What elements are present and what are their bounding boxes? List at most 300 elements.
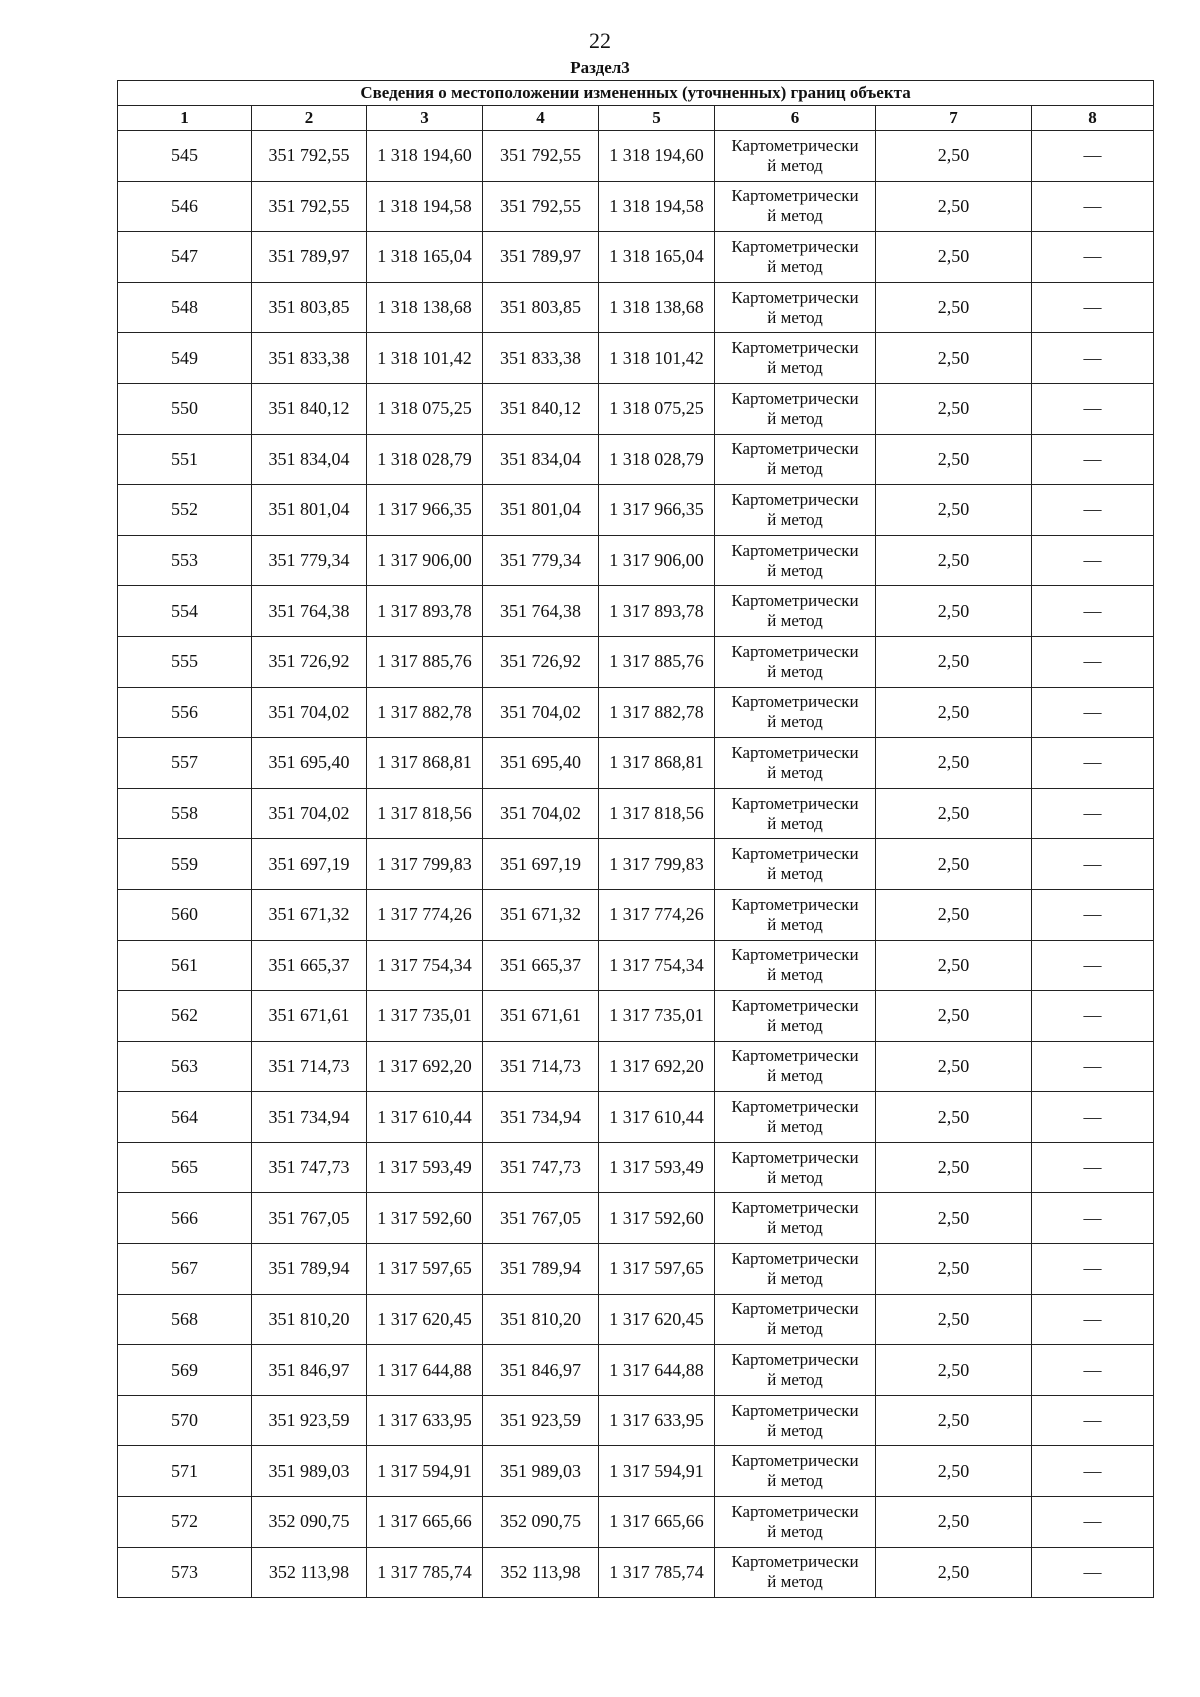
y-coordinate-cell: 1 318 138,68 [599, 282, 715, 333]
y-coordinate-cell: 1 317 799,83 [599, 839, 715, 890]
y-coordinate-cell: 1 317 610,44 [367, 1092, 483, 1143]
x-coordinate-cell: 351 846,97 [483, 1345, 599, 1396]
method-line-2: й метод [767, 1521, 823, 1541]
x-coordinate-cell: 351 834,04 [252, 434, 367, 485]
method-cell [715, 636, 876, 687]
y-coordinate-cell: 1 318 028,79 [367, 434, 483, 485]
x-coordinate-cell: 351 697,19 [252, 839, 367, 890]
method-line-2: й метод [767, 307, 823, 327]
method-line-2: й метод [767, 459, 823, 479]
method-line-1: Картометрически [731, 1248, 859, 1268]
x-coordinate-cell: 352 090,75 [483, 1497, 599, 1548]
x-coordinate-cell: 352 090,75 [252, 1497, 367, 1548]
x-coordinate-cell: 351 726,92 [483, 636, 599, 687]
accuracy-cell: 2,50 [876, 1244, 1032, 1295]
note-cell: — [1032, 687, 1154, 738]
method-cell [715, 485, 876, 536]
y-coordinate-cell: 1 317 620,45 [367, 1294, 483, 1345]
method-cell [715, 839, 876, 890]
method-line-1: Картометрически [731, 1400, 859, 1420]
y-coordinate-cell: 1 317 774,26 [599, 889, 715, 940]
method-line-2: й метод [767, 813, 823, 833]
boundary-table [117, 80, 1154, 1598]
y-coordinate-cell: 1 317 633,95 [367, 1395, 483, 1446]
table-row [118, 1497, 1154, 1548]
table-row [118, 1395, 1154, 1446]
y-coordinate-cell: 1 317 893,78 [367, 586, 483, 637]
x-coordinate-cell: 352 113,98 [483, 1547, 599, 1598]
method-cell [715, 1345, 876, 1396]
method-cell [715, 434, 876, 485]
x-coordinate-cell: 351 665,37 [483, 940, 599, 991]
note-cell: — [1032, 1092, 1154, 1143]
table-row [118, 687, 1154, 738]
point-number-cell: 565 [118, 1142, 252, 1193]
column-number: 3 [367, 106, 483, 131]
accuracy-cell: 2,50 [876, 1446, 1032, 1497]
column-number: 4 [483, 106, 599, 131]
accuracy-cell: 2,50 [876, 383, 1032, 434]
method-cell [715, 181, 876, 232]
method-line-2: й метод [767, 611, 823, 631]
method-cell [715, 788, 876, 839]
method-line-2: й метод [767, 1572, 823, 1592]
x-coordinate-cell: 351 697,19 [483, 839, 599, 890]
method-cell [715, 1142, 876, 1193]
table-caption: Сведения о местоположении измененных (уточненных) границ объекта [118, 81, 1154, 106]
y-coordinate-cell: 1 318 101,42 [599, 333, 715, 384]
accuracy-cell: 2,50 [876, 282, 1032, 333]
note-cell: — [1032, 586, 1154, 637]
y-coordinate-cell: 1 318 194,58 [599, 181, 715, 232]
method-line-1: Картометрически [731, 439, 859, 459]
x-coordinate-cell: 351 671,32 [252, 889, 367, 940]
accuracy-cell: 2,50 [876, 535, 1032, 586]
point-number-cell: 567 [118, 1244, 252, 1295]
method-line-1: Картометрически [731, 388, 859, 408]
method-line-2: й метод [767, 1117, 823, 1137]
point-number-cell: 554 [118, 586, 252, 637]
note-cell: — [1032, 1244, 1154, 1295]
point-number-cell: 569 [118, 1345, 252, 1396]
note-cell: — [1032, 485, 1154, 536]
x-coordinate-cell: 351 803,85 [483, 282, 599, 333]
table-row [118, 738, 1154, 789]
point-number-cell: 558 [118, 788, 252, 839]
method-cell [715, 1041, 876, 1092]
accuracy-cell: 2,50 [876, 1142, 1032, 1193]
y-coordinate-cell: 1 317 868,81 [367, 738, 483, 789]
x-coordinate-cell: 351 767,05 [483, 1193, 599, 1244]
note-cell: — [1032, 889, 1154, 940]
method-line-2: й метод [767, 1420, 823, 1440]
x-coordinate-cell: 351 803,85 [252, 282, 367, 333]
y-coordinate-cell: 1 317 735,01 [367, 991, 483, 1042]
point-number-cell: 572 [118, 1497, 252, 1548]
x-coordinate-cell: 351 734,94 [483, 1092, 599, 1143]
table-caption-row [118, 81, 1154, 106]
x-coordinate-cell: 351 923,59 [252, 1395, 367, 1446]
y-coordinate-cell: 1 317 593,49 [599, 1142, 715, 1193]
y-coordinate-cell: 1 317 785,74 [599, 1547, 715, 1598]
y-coordinate-cell: 1 317 597,65 [367, 1244, 483, 1295]
table-row [118, 485, 1154, 536]
note-cell: — [1032, 991, 1154, 1042]
x-coordinate-cell: 351 846,97 [252, 1345, 367, 1396]
method-line-2: й метод [767, 864, 823, 884]
x-coordinate-cell: 351 764,38 [252, 586, 367, 637]
table-row [118, 586, 1154, 637]
method-line-2: й метод [767, 1268, 823, 1288]
column-number: 5 [599, 106, 715, 131]
accuracy-cell: 2,50 [876, 940, 1032, 991]
table-row [118, 333, 1154, 384]
y-coordinate-cell: 1 318 194,60 [367, 131, 483, 182]
x-coordinate-cell: 351 792,55 [483, 131, 599, 182]
point-number-cell: 557 [118, 738, 252, 789]
point-number-cell: 571 [118, 1446, 252, 1497]
y-coordinate-cell: 1 317 906,00 [367, 535, 483, 586]
y-coordinate-cell: 1 317 610,44 [599, 1092, 715, 1143]
y-coordinate-cell: 1 317 592,60 [367, 1193, 483, 1244]
method-cell [715, 889, 876, 940]
method-line-2: й метод [767, 509, 823, 529]
note-cell: — [1032, 788, 1154, 839]
y-coordinate-cell: 1 317 692,20 [599, 1041, 715, 1092]
column-number: 1 [118, 106, 252, 131]
method-line-1: Картометрически [731, 1198, 859, 1218]
table-row [118, 1092, 1154, 1143]
table-row [118, 889, 1154, 940]
point-number-cell: 573 [118, 1547, 252, 1598]
y-coordinate-cell: 1 317 774,26 [367, 889, 483, 940]
y-coordinate-cell: 1 318 138,68 [367, 282, 483, 333]
note-cell: — [1032, 738, 1154, 789]
method-line-1: Картометрически [731, 135, 859, 155]
y-coordinate-cell: 1 317 785,74 [367, 1547, 483, 1598]
note-cell: — [1032, 383, 1154, 434]
x-coordinate-cell: 351 792,55 [252, 181, 367, 232]
point-number-cell: 568 [118, 1294, 252, 1345]
x-coordinate-cell: 351 704,02 [252, 788, 367, 839]
y-coordinate-cell: 1 318 101,42 [367, 333, 483, 384]
accuracy-cell: 2,50 [876, 1041, 1032, 1092]
point-number-cell: 547 [118, 232, 252, 283]
accuracy-cell: 2,50 [876, 1294, 1032, 1345]
column-number-row [118, 106, 1154, 131]
method-cell [715, 1092, 876, 1143]
y-coordinate-cell: 1 318 165,04 [599, 232, 715, 283]
y-coordinate-cell: 1 317 644,88 [599, 1345, 715, 1396]
method-line-1: Картометрически [731, 742, 859, 762]
method-line-1: Картометрически [731, 844, 859, 864]
method-line-2: й метод [767, 1370, 823, 1390]
table-row [118, 1041, 1154, 1092]
x-coordinate-cell: 351 726,92 [252, 636, 367, 687]
x-coordinate-cell: 351 671,61 [252, 991, 367, 1042]
method-line-1: Картометрически [731, 1097, 859, 1117]
table-row [118, 383, 1154, 434]
point-number-cell: 570 [118, 1395, 252, 1446]
x-coordinate-cell: 351 671,32 [483, 889, 599, 940]
x-coordinate-cell: 351 714,73 [252, 1041, 367, 1092]
x-coordinate-cell: 351 801,04 [483, 485, 599, 536]
method-cell [715, 333, 876, 384]
x-coordinate-cell: 351 792,55 [483, 181, 599, 232]
point-number-cell: 555 [118, 636, 252, 687]
note-cell: — [1032, 1446, 1154, 1497]
x-coordinate-cell: 351 704,02 [252, 687, 367, 738]
method-line-2: й метод [767, 914, 823, 934]
method-line-1: Картометрически [731, 641, 859, 661]
x-coordinate-cell: 351 833,38 [252, 333, 367, 384]
column-number: 2 [252, 106, 367, 131]
x-coordinate-cell: 351 704,02 [483, 788, 599, 839]
table-row [118, 788, 1154, 839]
y-coordinate-cell: 1 317 882,78 [367, 687, 483, 738]
y-coordinate-cell: 1 317 754,34 [599, 940, 715, 991]
x-coordinate-cell: 351 789,97 [483, 232, 599, 283]
accuracy-cell: 2,50 [876, 333, 1032, 384]
accuracy-cell: 2,50 [876, 181, 1032, 232]
x-coordinate-cell: 351 989,03 [483, 1446, 599, 1497]
y-coordinate-cell: 1 317 620,45 [599, 1294, 715, 1345]
method-line-1: Картометрически [731, 1350, 859, 1370]
section-title: Раздел3 [570, 58, 630, 77]
y-coordinate-cell: 1 317 885,76 [599, 636, 715, 687]
point-number-cell: 550 [118, 383, 252, 434]
method-line-1: Картометрически [731, 995, 859, 1015]
note-cell: — [1032, 131, 1154, 182]
column-number: 8 [1032, 106, 1154, 131]
point-number-cell: 553 [118, 535, 252, 586]
x-coordinate-cell: 351 792,55 [252, 131, 367, 182]
point-number-cell: 561 [118, 940, 252, 991]
y-coordinate-cell: 1 317 966,35 [599, 485, 715, 536]
method-line-1: Картометрически [731, 287, 859, 307]
table-row [118, 1142, 1154, 1193]
table-row [118, 940, 1154, 991]
method-line-1: Картометрически [731, 793, 859, 813]
x-coordinate-cell: 351 734,94 [252, 1092, 367, 1143]
accuracy-cell: 2,50 [876, 232, 1032, 283]
y-coordinate-cell: 1 318 194,60 [599, 131, 715, 182]
table-row [118, 282, 1154, 333]
method-line-2: й метод [767, 1319, 823, 1339]
point-number-cell: 551 [118, 434, 252, 485]
y-coordinate-cell: 1 318 165,04 [367, 232, 483, 283]
method-line-1: Картометрически [731, 1451, 859, 1471]
y-coordinate-cell: 1 317 594,91 [367, 1446, 483, 1497]
x-coordinate-cell: 351 767,05 [252, 1193, 367, 1244]
x-coordinate-cell: 351 789,97 [252, 232, 367, 283]
point-number-cell: 560 [118, 889, 252, 940]
method-cell [715, 1497, 876, 1548]
x-coordinate-cell: 351 834,04 [483, 434, 599, 485]
method-line-1: Картометрически [731, 1501, 859, 1521]
accuracy-cell: 2,50 [876, 485, 1032, 536]
note-cell: — [1032, 940, 1154, 991]
method-line-2: й метод [767, 1015, 823, 1035]
x-coordinate-cell: 351 747,73 [483, 1142, 599, 1193]
method-line-1: Картометрически [731, 945, 859, 965]
y-coordinate-cell: 1 317 594,91 [599, 1446, 715, 1497]
y-coordinate-cell: 1 318 075,25 [599, 383, 715, 434]
method-cell [715, 1446, 876, 1497]
note-cell: — [1032, 1497, 1154, 1548]
accuracy-cell: 2,50 [876, 1092, 1032, 1143]
method-line-2: й метод [767, 712, 823, 732]
y-coordinate-cell: 1 318 075,25 [367, 383, 483, 434]
method-line-1: Картометрически [731, 894, 859, 914]
x-coordinate-cell: 351 840,12 [483, 383, 599, 434]
method-line-1: Картометрически [731, 236, 859, 256]
point-number-cell: 563 [118, 1041, 252, 1092]
table-row [118, 1345, 1154, 1396]
method-line-1: Картометрически [731, 1299, 859, 1319]
y-coordinate-cell: 1 317 818,56 [599, 788, 715, 839]
accuracy-cell: 2,50 [876, 889, 1032, 940]
method-cell [715, 232, 876, 283]
note-cell: — [1032, 1142, 1154, 1193]
method-line-2: й метод [767, 408, 823, 428]
table-row [118, 636, 1154, 687]
table-row [118, 1244, 1154, 1295]
accuracy-cell: 2,50 [876, 738, 1032, 789]
x-coordinate-cell: 351 764,38 [483, 586, 599, 637]
note-cell: — [1032, 839, 1154, 890]
method-line-2: й метод [767, 661, 823, 681]
method-line-2: й метод [767, 1471, 823, 1491]
method-line-1: Картометрически [731, 338, 859, 358]
method-cell [715, 131, 876, 182]
y-coordinate-cell: 1 317 644,88 [367, 1345, 483, 1396]
note-cell: — [1032, 333, 1154, 384]
method-line-1: Картометрически [731, 1552, 859, 1572]
method-line-2: й метод [767, 358, 823, 378]
y-coordinate-cell: 1 317 633,95 [599, 1395, 715, 1446]
table-row [118, 839, 1154, 890]
y-coordinate-cell: 1 317 754,34 [367, 940, 483, 991]
table-row [118, 535, 1154, 586]
x-coordinate-cell: 351 695,40 [483, 738, 599, 789]
note-cell: — [1032, 1193, 1154, 1244]
point-number-cell: 552 [118, 485, 252, 536]
x-coordinate-cell: 351 695,40 [252, 738, 367, 789]
method-cell [715, 282, 876, 333]
method-line-1: Картометрически [731, 1046, 859, 1066]
table-row [118, 991, 1154, 1042]
x-coordinate-cell: 351 923,59 [483, 1395, 599, 1446]
x-coordinate-cell: 351 833,38 [483, 333, 599, 384]
column-number: 6 [715, 106, 876, 131]
x-coordinate-cell: 351 747,73 [252, 1142, 367, 1193]
x-coordinate-cell: 352 113,98 [252, 1547, 367, 1598]
y-coordinate-cell: 1 317 966,35 [367, 485, 483, 536]
note-cell: — [1032, 1294, 1154, 1345]
note-cell: — [1032, 1041, 1154, 1092]
x-coordinate-cell: 351 801,04 [252, 485, 367, 536]
point-number-cell: 556 [118, 687, 252, 738]
table-row [118, 232, 1154, 283]
method-cell [715, 1294, 876, 1345]
point-number-cell: 562 [118, 991, 252, 1042]
method-line-2: й метод [767, 965, 823, 985]
x-coordinate-cell: 351 779,34 [252, 535, 367, 586]
point-number-cell: 548 [118, 282, 252, 333]
y-coordinate-cell: 1 317 882,78 [599, 687, 715, 738]
y-coordinate-cell: 1 317 735,01 [599, 991, 715, 1042]
method-line-2: й метод [767, 1218, 823, 1238]
method-cell [715, 738, 876, 789]
accuracy-cell: 2,50 [876, 839, 1032, 890]
method-line-1: Картометрически [731, 186, 859, 206]
method-cell [715, 687, 876, 738]
note-cell: — [1032, 1395, 1154, 1446]
y-coordinate-cell: 1 317 592,60 [599, 1193, 715, 1244]
y-coordinate-cell: 1 318 194,58 [367, 181, 483, 232]
note-cell: — [1032, 181, 1154, 232]
accuracy-cell: 2,50 [876, 434, 1032, 485]
table-row [118, 1294, 1154, 1345]
method-cell [715, 1244, 876, 1295]
note-cell: — [1032, 636, 1154, 687]
method-line-2: й метод [767, 206, 823, 226]
x-coordinate-cell: 351 714,73 [483, 1041, 599, 1092]
point-number-cell: 545 [118, 131, 252, 182]
method-cell [715, 586, 876, 637]
note-cell: — [1032, 535, 1154, 586]
y-coordinate-cell: 1 318 028,79 [599, 434, 715, 485]
method-cell [715, 940, 876, 991]
table-row [118, 434, 1154, 485]
y-coordinate-cell: 1 317 885,76 [367, 636, 483, 687]
x-coordinate-cell: 351 671,61 [483, 991, 599, 1042]
point-number-cell: 564 [118, 1092, 252, 1143]
method-line-2: й метод [767, 762, 823, 782]
accuracy-cell: 2,50 [876, 636, 1032, 687]
column-number: 7 [876, 106, 1032, 131]
accuracy-cell: 2,50 [876, 1395, 1032, 1446]
note-cell: — [1032, 232, 1154, 283]
table-row [118, 1193, 1154, 1244]
method-line-2: й метод [767, 256, 823, 276]
y-coordinate-cell: 1 317 868,81 [599, 738, 715, 789]
method-line-1: Картометрически [731, 692, 859, 712]
accuracy-cell: 2,50 [876, 586, 1032, 637]
accuracy-cell: 2,50 [876, 131, 1032, 182]
method-line-2: й метод [767, 560, 823, 580]
x-coordinate-cell: 351 989,03 [252, 1446, 367, 1497]
accuracy-cell: 2,50 [876, 1547, 1032, 1598]
method-cell [715, 535, 876, 586]
point-number-cell: 549 [118, 333, 252, 384]
method-line-2: й метод [767, 1066, 823, 1086]
point-number-cell: 566 [118, 1193, 252, 1244]
accuracy-cell: 2,50 [876, 687, 1032, 738]
point-number-cell: 546 [118, 181, 252, 232]
accuracy-cell: 2,50 [876, 1497, 1032, 1548]
x-coordinate-cell: 351 665,37 [252, 940, 367, 991]
method-cell [715, 991, 876, 1042]
point-number-cell: 559 [118, 839, 252, 890]
y-coordinate-cell: 1 317 893,78 [599, 586, 715, 637]
method-line-1: Картометрически [731, 1147, 859, 1167]
method-line-1: Картометрически [731, 489, 859, 509]
x-coordinate-cell: 351 779,34 [483, 535, 599, 586]
note-cell: — [1032, 1345, 1154, 1396]
table-row [118, 1547, 1154, 1598]
